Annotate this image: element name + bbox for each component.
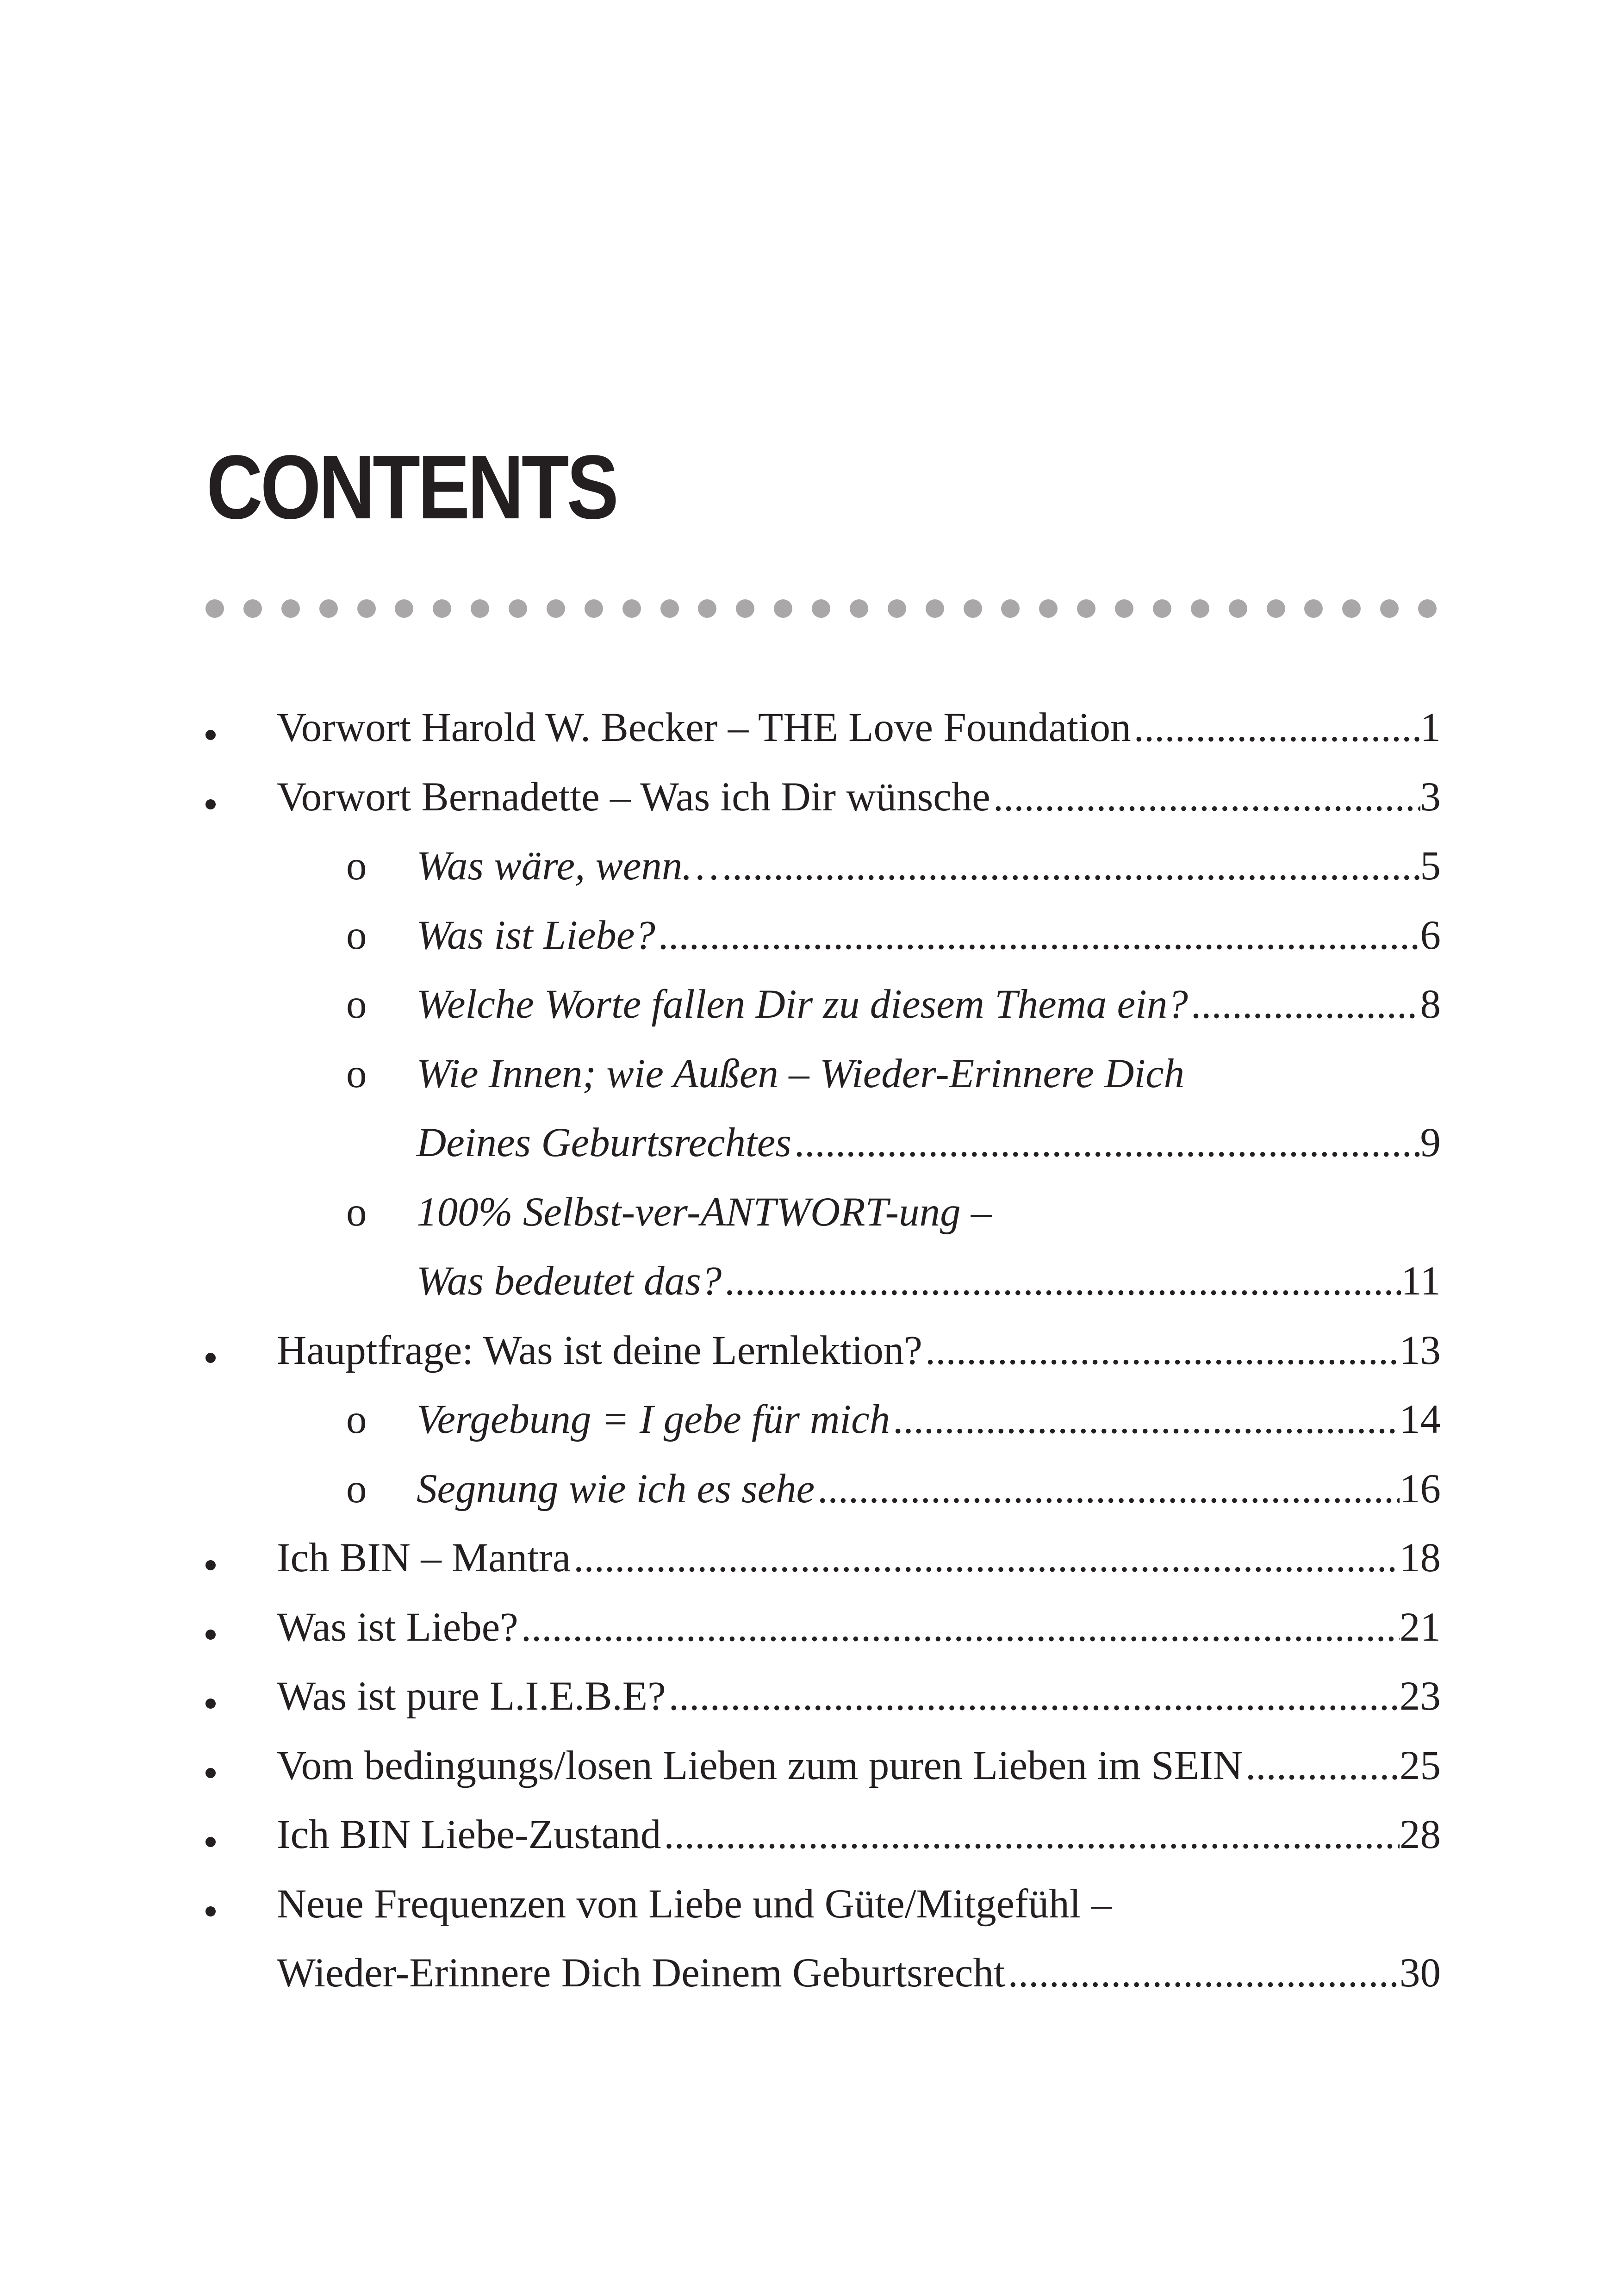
toc-entry-title: 100% Selbst-ver-ANTWORT-ung –	[417, 1189, 992, 1235]
toc-entry-title: Was ist Liebe?	[277, 1605, 518, 1650]
toc-page-number: 28	[1400, 1812, 1441, 1857]
divider-dot	[1191, 599, 1209, 618]
dotted-divider	[205, 597, 1437, 621]
divider-dot	[774, 599, 792, 618]
toc-entry[interactable]	[277, 1938, 1441, 2008]
dot-leader	[1188, 970, 1420, 1039]
divider-dot	[888, 599, 906, 618]
toc-subentry[interactable]	[417, 1246, 1441, 1316]
divider-dot	[395, 599, 413, 618]
dot-leader	[922, 1316, 1400, 1385]
toc-entry-title: Wie Innen; wie Außen – Wieder-Erinnere Dich	[417, 1051, 1185, 1096]
toc-entry-title: Neue Frequenzen von Liebe und Güte/Mitgefühl –	[277, 1881, 1112, 1927]
dot-leader	[990, 762, 1420, 832]
divider-dot	[1380, 599, 1399, 618]
toc-entry-title: Segnung wie ich es sehe	[417, 1466, 815, 1512]
divider-dot	[281, 599, 300, 618]
divider-dot	[1153, 599, 1171, 618]
toc-entry-title: Wieder-Erinnere Dich Deinem Geburtsrecht	[277, 1950, 1005, 1996]
toc-subentry[interactable]	[417, 901, 1441, 970]
toc-page-number: 3	[1420, 774, 1441, 820]
bullet-icon	[205, 1353, 216, 1363]
toc-entry-title: Ich BIN Liebe-Zustand	[277, 1812, 661, 1857]
dot-leader	[571, 1523, 1400, 1593]
toc-subentry[interactable]	[417, 970, 1441, 1039]
sub-bullet-marker: o	[346, 913, 367, 958]
toc-entry-title: Vergebung = I gebe für mich	[417, 1397, 890, 1442]
toc-subentry[interactable]	[417, 1177, 1441, 1247]
dot-leader	[815, 1454, 1400, 1524]
divider-dot	[1039, 599, 1058, 618]
divider-dot	[547, 599, 565, 618]
divider-dot	[243, 599, 262, 618]
dot-leader	[1243, 1731, 1400, 1800]
toc-entry-title: Vom bedingungs/losen Lieben zum puren Lieben im SEIN	[277, 1743, 1243, 1788]
divider-dot	[357, 599, 376, 618]
divider-dot	[471, 599, 489, 618]
sub-bullet-marker: o	[346, 1051, 367, 1096]
toc-page-number: 30	[1400, 1950, 1441, 1996]
dot-leader	[666, 1661, 1400, 1731]
sub-bullet-marker: o	[346, 1397, 367, 1442]
dot-leader	[655, 901, 1420, 970]
dot-leader	[791, 1108, 1420, 1177]
toc-entry[interactable]	[277, 1800, 1441, 1869]
dot-leader	[1005, 1938, 1400, 2008]
divider-dot	[1342, 599, 1361, 618]
toc-subentry[interactable]	[417, 1454, 1441, 1524]
toc-entry[interactable]	[277, 762, 1441, 832]
divider-dot	[850, 599, 868, 618]
bullet-icon	[205, 1560, 216, 1570]
toc-subentry[interactable]	[417, 831, 1441, 901]
dot-leader	[518, 1593, 1400, 1662]
toc-page-number: 21	[1400, 1605, 1441, 1650]
toc-entry[interactable]	[277, 1731, 1441, 1800]
bullet-icon	[205, 1768, 216, 1778]
divider-dot	[622, 599, 641, 618]
toc-entry-title: Was bedeutet das?	[417, 1258, 722, 1304]
toc-subentry[interactable]	[417, 1108, 1441, 1177]
divider-dot	[812, 599, 830, 618]
divider-dot	[1229, 599, 1247, 618]
divider-dot	[319, 599, 338, 618]
toc-page-number: 1	[1420, 705, 1441, 750]
toc-subentry[interactable]	[417, 1385, 1441, 1454]
bullet-icon	[205, 1837, 216, 1847]
divider-dot	[509, 599, 527, 618]
divider-dot	[433, 599, 451, 618]
divider-dot	[736, 599, 754, 618]
toc-entry[interactable]	[277, 1661, 1441, 1731]
toc-entry-title: Vorwort Bernadette – Was ich Dir wünsche	[277, 774, 990, 820]
toc-entry[interactable]	[277, 1869, 1441, 1939]
toc-page-number: 13	[1400, 1328, 1441, 1373]
sub-bullet-marker: o	[346, 1466, 367, 1512]
toc-entry[interactable]	[277, 693, 1441, 762]
toc-page-number: 25	[1400, 1743, 1441, 1788]
toc-entry-title: Deines Geburtsrechtes	[417, 1120, 791, 1165]
divider-dot	[205, 599, 224, 618]
toc-entry-title: Vorwort Harold W. Becker – THE Love Foundation	[277, 705, 1131, 750]
dot-leader	[661, 1800, 1400, 1869]
divider-dot	[698, 599, 716, 618]
toc-subentry[interactable]	[417, 1039, 1441, 1108]
divider-dot	[1115, 599, 1133, 618]
divider-dot	[964, 599, 982, 618]
divider-dot	[1418, 599, 1437, 618]
toc-page-number: 23	[1400, 1674, 1441, 1719]
toc-entry-title: Welche Worte fallen Dir zu diesem Thema ein?	[417, 982, 1188, 1027]
sub-bullet-marker: o	[346, 1189, 367, 1235]
toc-page-number: 18	[1400, 1535, 1441, 1580]
toc-entry[interactable]	[277, 1593, 1441, 1662]
divider-dot	[660, 599, 679, 618]
toc-page-number: 6	[1420, 913, 1441, 958]
toc-page-number: 5	[1420, 843, 1441, 889]
divider-dot	[585, 599, 603, 618]
toc-page-number: 8	[1420, 982, 1441, 1027]
divider-dot	[1001, 599, 1020, 618]
toc-page-number: 14	[1400, 1397, 1441, 1442]
bullet-icon	[205, 730, 216, 740]
toc-entry[interactable]	[277, 1316, 1441, 1385]
bullet-icon	[205, 1906, 216, 1916]
toc-page-number: 11	[1401, 1258, 1441, 1304]
toc-entry[interactable]	[277, 1523, 1441, 1593]
divider-dot	[1304, 599, 1323, 618]
divider-dot	[1077, 599, 1095, 618]
bullet-icon	[205, 799, 216, 809]
toc-page-number: 16	[1400, 1466, 1441, 1512]
toc-entry-title: Was ist pure L.I.E.B.E?	[277, 1674, 666, 1719]
page-title: CONTENTS	[206, 436, 616, 538]
bullet-icon	[205, 1630, 216, 1640]
dot-leader	[890, 1385, 1400, 1454]
sub-bullet-marker: o	[346, 843, 367, 889]
dot-leader	[722, 1246, 1401, 1316]
dot-leader	[719, 831, 1420, 901]
toc-entry-title: Ich BIN – Mantra	[277, 1535, 571, 1580]
dot-leader	[1131, 693, 1420, 762]
divider-dot	[926, 599, 944, 618]
divider-dot	[1267, 599, 1285, 618]
toc-page-number: 9	[1420, 1120, 1441, 1165]
toc-entry-title: Was wäre, wenn…	[417, 843, 719, 889]
sub-bullet-marker: o	[346, 982, 367, 1027]
toc-entry-title: Hauptfrage: Was ist deine Lernlektion?	[277, 1328, 922, 1373]
bullet-icon	[205, 1699, 216, 1709]
toc-entry-title: Was ist Liebe?	[417, 913, 655, 958]
